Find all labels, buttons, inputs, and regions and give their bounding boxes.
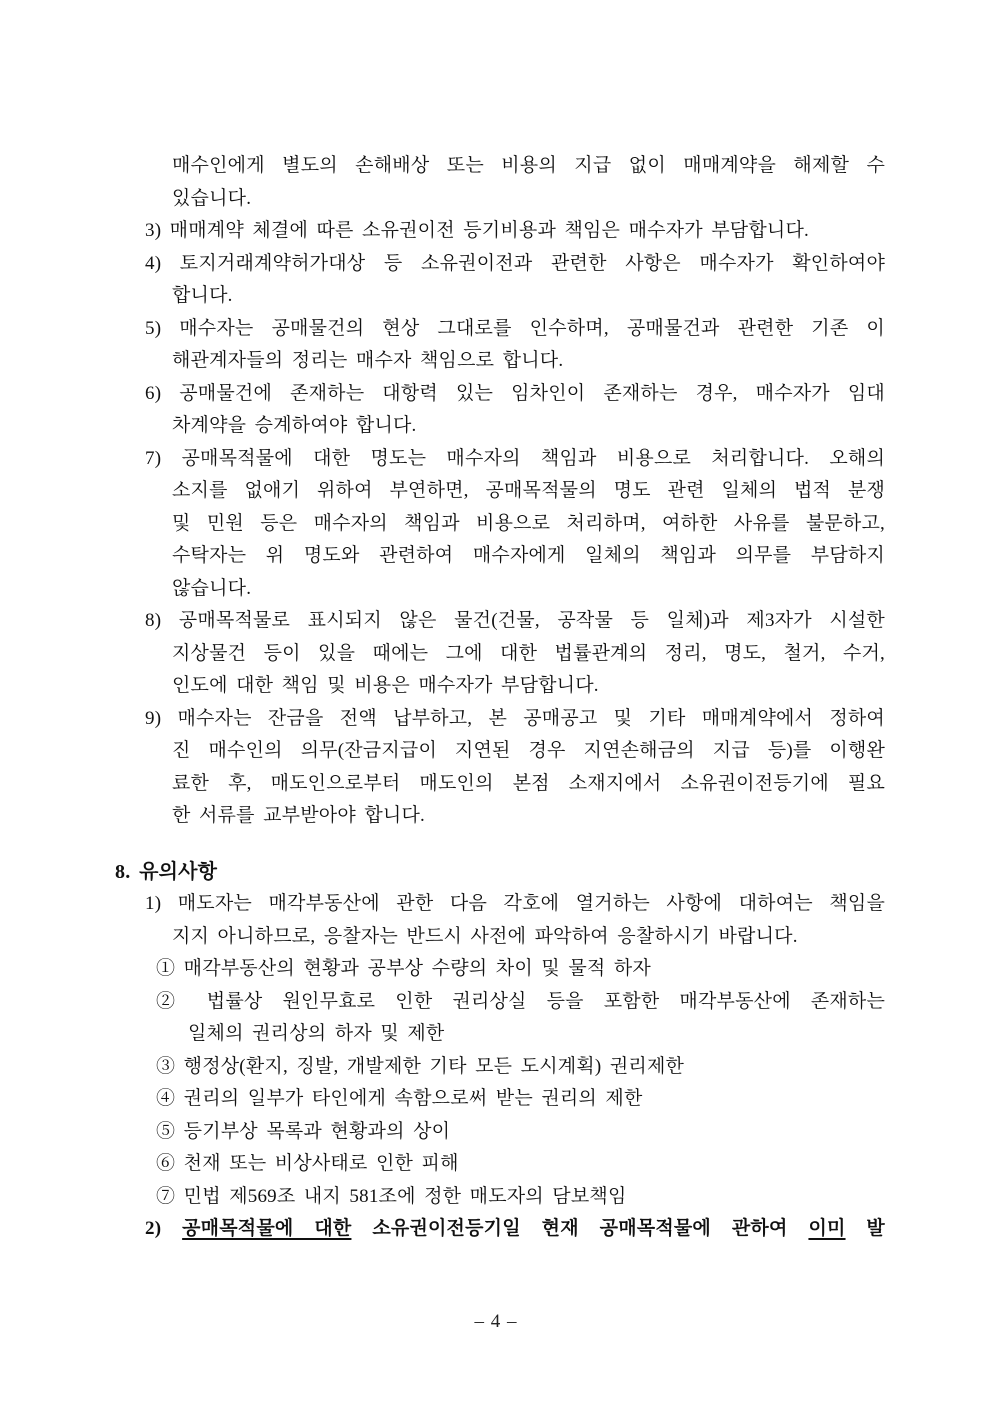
text-line: 7) 공매목적물에 대한 명도는 매수자의 책임과 비용으로 처리합니다. 오해의	[145, 447, 885, 469]
text-line: 한 서류를 교부받아야 합니다.	[172, 805, 425, 826]
section-heading: 8. 유의사항	[115, 860, 218, 883]
text-line: ④ 권리의 일부가 타인에게 속함으로써 받는 권리의 제한	[156, 1088, 643, 1109]
text-line: ⑦ 민법 제569조 내지 581조에 정한 매도자의 담보책임	[156, 1185, 627, 1207]
text-line: 수탁자는 위 명도와 관련하여 매수자에게 일체의 책임과 의무를 부담하지	[172, 545, 885, 566]
text-line: 진 매수인의 의무(잔금지급이 지연된 경우 지연손해금의 지급 등)를 이행완	[172, 740, 885, 761]
text-segment: 2)	[145, 1218, 183, 1239]
text-line: 료한 후, 매도인으로부터 매도인의 본점 소재지에서 소유권이전등기에 필요	[172, 772, 885, 794]
text-line	[145, 1213, 885, 1246]
text-line: 소지를 없애기 위하여 부연하면, 공매목적물의 명도 관련 일체의 법적 분쟁	[172, 480, 885, 501]
underlined-text-segment: 이미	[808, 1218, 846, 1239]
text-line: ① 매각부동산의 현황과 공부상 수량의 차이 및 물적 하자	[156, 958, 651, 979]
text-line: 4) 토지거래계약허가대상 등 소유권이전과 관련한 사항은 매수자가 확인하여야	[145, 252, 885, 274]
text-line: ③ 행정상(환지, 징발, 개발제한 기타 모든 도시계획) 권리제한	[156, 1055, 685, 1077]
text-line: ⑤ 등기부상 목록과 현황과의 상이	[156, 1120, 451, 1142]
page-number-label: – 4 –	[474, 1311, 518, 1332]
text-line: 있습니다.	[172, 187, 252, 209]
text-line: ⑥ 천재 또는 비상사태로 인한 피해	[156, 1153, 459, 1174]
text-line: 1) 매도자는 매각부동산에 관한 다음 각호에 열거하는 사항에 대하여는 책임을	[145, 893, 885, 914]
text-line: 9) 매수자는 잔금을 전액 납부하고, 본 공매공고 및 기타 매매계약에서 정하여	[145, 707, 885, 729]
text-line: 매수인에게 별도의 손해배상 또는 비용의 지급 없이 매매계약을 해제할 수	[172, 155, 885, 176]
text-line: 지지 아니하므로, 응찰자는 반드시 사전에 파악하여 응찰하시기 바랍니다.	[172, 925, 798, 947]
text-line: 6) 공매물건에 존재하는 대항력 있는 임차인이 존재하는 경우, 매수자가 임대	[145, 382, 885, 404]
underlined-text-segment: 공매목적물에 대한	[182, 1218, 352, 1239]
text-line: 지상물건 등이 있을 때에는 그에 대한 법률관계의 정리, 명도, 철거, 수거,	[172, 642, 885, 664]
text-line: 5) 매수자는 공매물건의 현상 그대로를 인수하며, 공매물건과 관련한 기존 이	[145, 317, 885, 339]
text-line: 인도에 대한 책임 및 비용은 매수자가 부담합니다.	[172, 675, 599, 696]
text-line: 3) 매매계약 체결에 따른 소유권이전 등기비용과 책임은 매수자가 부담합니다.	[145, 220, 809, 241]
text-segment: 발	[845, 1218, 885, 1239]
text-line: 합니다.	[172, 285, 233, 306]
page-footer	[0, 1306, 992, 1338]
document-body	[0, 150, 992, 1246]
text-line: 해관계자들의 정리는 매수자 책임으로 합니다.	[172, 350, 564, 371]
text-line: 않습니다.	[172, 577, 252, 599]
text-line: ② 법률상 원인무효로 인한 권리상실 등을 포함한 매각부동산에 존재하는	[156, 990, 885, 1012]
text-line: 차계약을 승계하여야 합니다.	[172, 415, 417, 436]
text-segment: 소유권이전등기일 현재 공매목적물에 관하여	[351, 1218, 809, 1239]
text-line: 및 민원 등은 매수자의 책임과 비용으로 처리하며, 여하한 사유를 불문하고,	[172, 512, 885, 534]
text-line: 일체의 권리상의 하자 및 제한	[188, 1023, 445, 1044]
text-line: 8) 공매목적물로 표시되지 않은 물건(건물, 공작물 등 일체)과 제3자가 시설한	[145, 610, 885, 631]
